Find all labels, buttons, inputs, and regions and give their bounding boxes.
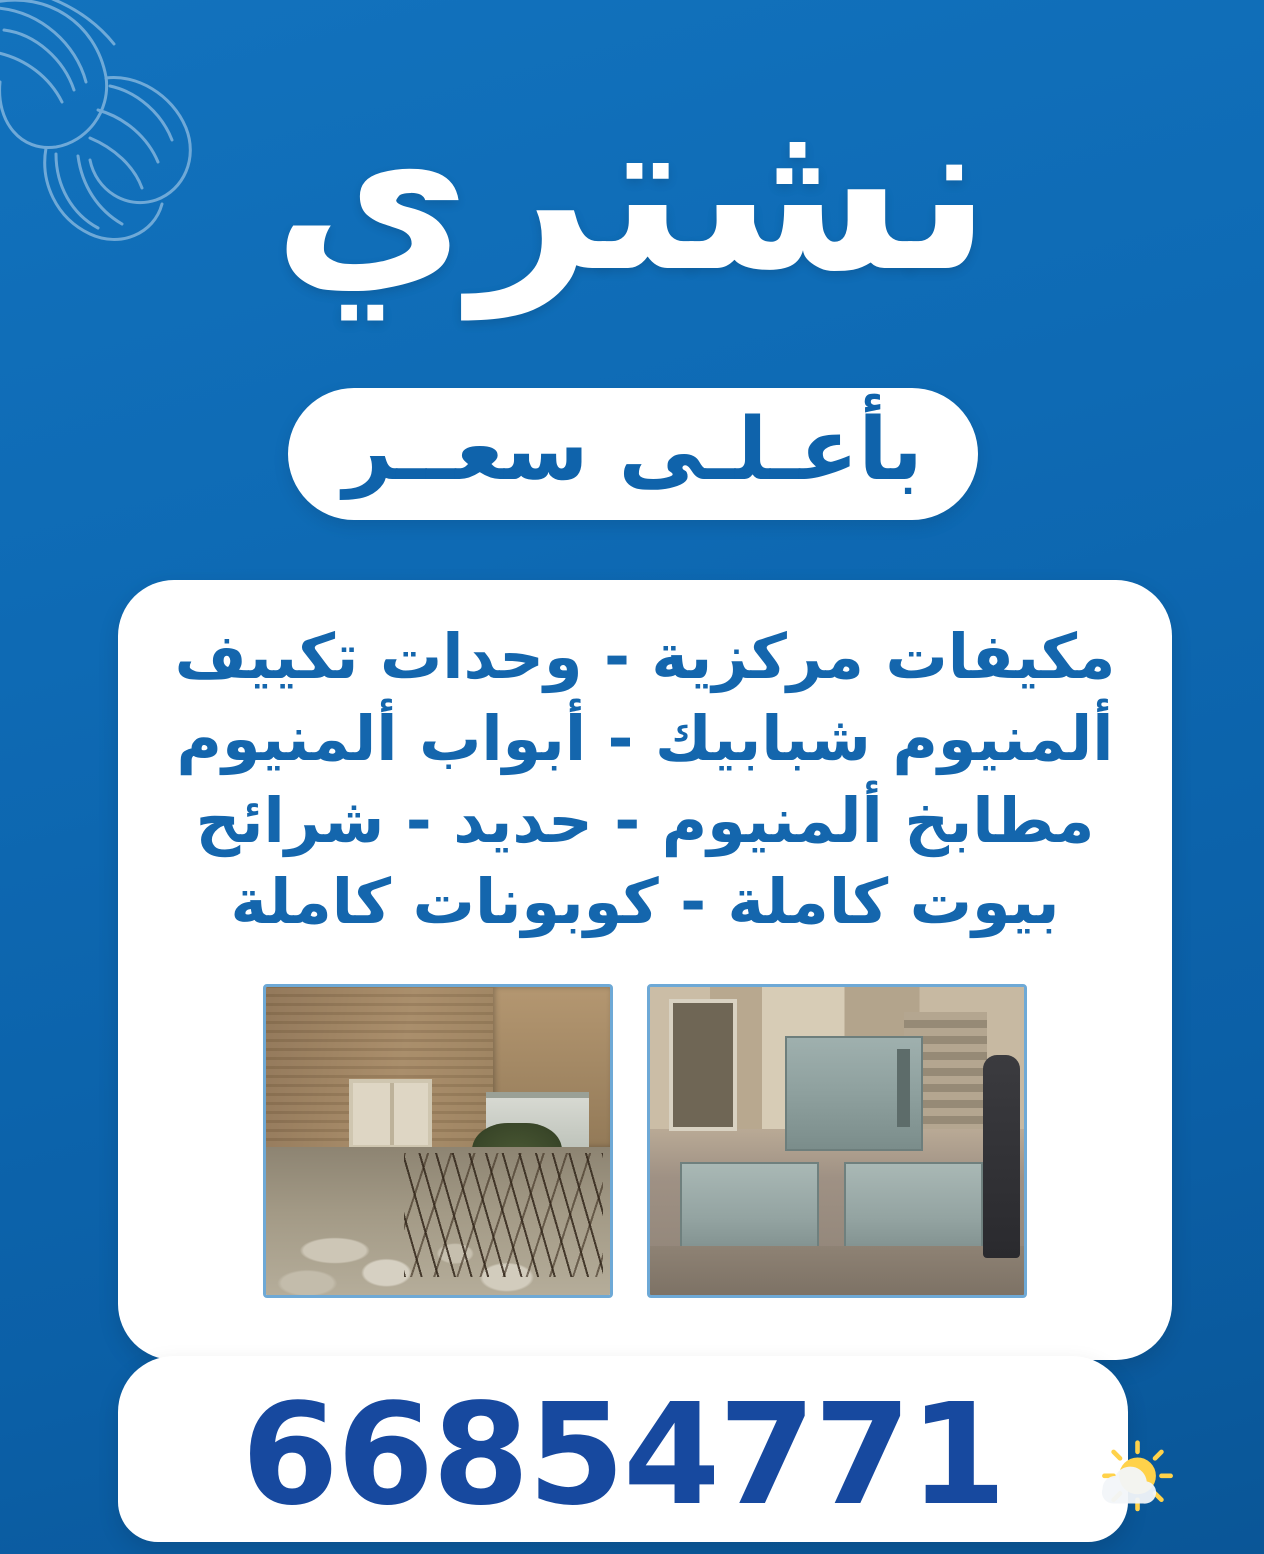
phone-number[interactable]: 66854771 <box>241 1373 1005 1537</box>
service-line: مطابخ ألمنيوم - حديد - شرائح <box>195 783 1095 857</box>
service-line: مكيفات مركزية - وحدات تكييف <box>174 620 1116 693</box>
subtitle-text: بأعـلـى سعــر <box>343 400 923 500</box>
headline-text: نشتري <box>272 68 992 319</box>
phone-card[interactable] <box>118 1356 1128 1542</box>
photo-gallery <box>118 984 1172 1298</box>
demolition-site-photo <box>263 984 613 1298</box>
service-line: ألمنيوم شبابيك - أبواب ألمنيوم <box>176 701 1114 775</box>
ac-units-crates-photo <box>647 984 1027 1298</box>
services-list <box>118 580 1172 943</box>
subtitle-pill <box>288 388 978 520</box>
service-line: بيوت كاملة - كوبونات كاملة <box>230 865 1060 939</box>
services-card <box>118 580 1172 1360</box>
